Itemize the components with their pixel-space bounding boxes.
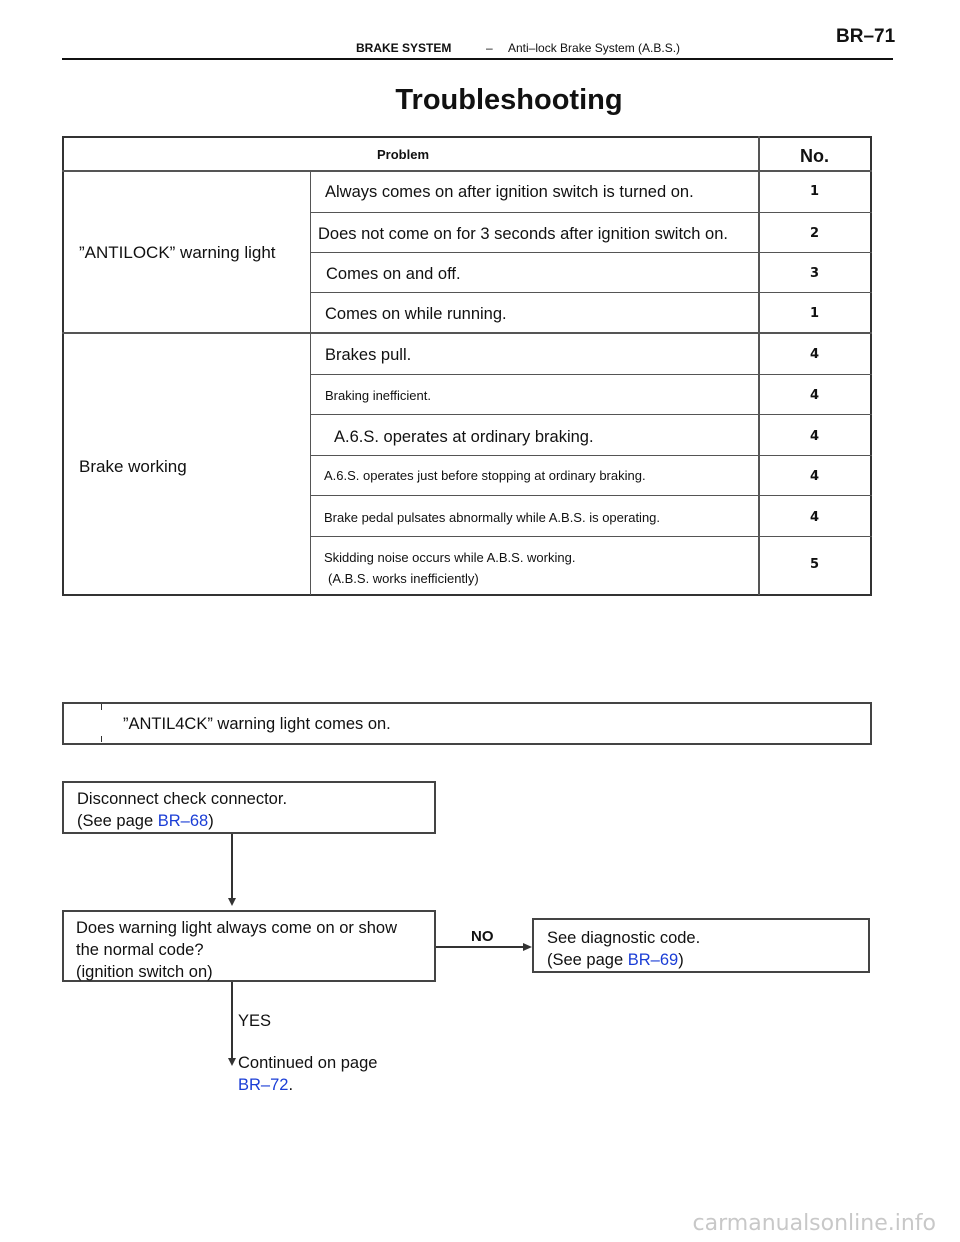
no-box-line2 <box>547 949 684 971</box>
problem-cell: Skidding noise occurs while A.B.S. working. <box>324 550 576 565</box>
no-box-see: (See page <box>547 951 628 969</box>
problem-cell: A.6.S. operates just before stopping at ordinary braking. <box>324 468 646 483</box>
link-br-69[interactable]: BR–69 <box>627 951 679 969</box>
problem-cell: Brake pedal pulsates abnormally while A.B.S. is operating. <box>324 510 661 525</box>
arrow-down-icon <box>228 898 236 906</box>
link-br-72[interactable]: BR–72 <box>238 1076 289 1094</box>
step1-line1: Disconnect check connector. <box>77 790 288 808</box>
table-group-rule <box>62 332 872 334</box>
problem-cell: Brakes pull. <box>325 346 412 364</box>
arrow-right-icon <box>523 943 532 951</box>
number-cell: 3 <box>810 266 820 281</box>
arrow-down-icon <box>228 1058 236 1066</box>
group-label-brake-working: Brake working <box>79 457 187 476</box>
problem-cell: Comes on while running. <box>325 305 507 323</box>
page-title: Troubleshooting <box>395 84 623 116</box>
number-cell: 5 <box>810 557 820 572</box>
header-dash: – <box>486 41 493 55</box>
problem-cell-line2: (A.B.S. works inefficiently) <box>328 571 479 586</box>
number-cell: 4 <box>810 469 820 484</box>
banner-tick <box>101 704 102 710</box>
column-divider <box>310 170 311 595</box>
problem-cell: A.6.S. operates at ordinary braking. <box>334 428 594 446</box>
group-label-warning-light: ”ANTILOCK” warning light <box>79 243 276 262</box>
banner-tick <box>101 736 102 742</box>
troubleshooting-table <box>62 136 872 596</box>
row-divider <box>311 455 872 456</box>
step2-line1: Does warning light always come on or show <box>76 919 397 937</box>
step1-see: (See page <box>77 812 158 830</box>
header-subsection: Anti–lock Brake System (A.B.S.) <box>508 41 681 55</box>
number-cell: 4 <box>810 429 820 444</box>
row-divider <box>311 212 872 213</box>
number-cell: 1 <box>810 184 820 199</box>
yes-label: YES <box>238 1012 272 1030</box>
row-divider <box>311 252 872 253</box>
row-divider <box>311 374 872 375</box>
no-box-close: ) <box>678 951 684 969</box>
column-header-problem: Problem <box>377 147 430 162</box>
connector-line <box>436 946 524 948</box>
header-section: BRAKE SYSTEM <box>356 41 452 55</box>
watermark: carmanualsonline.info <box>692 1211 936 1236</box>
continued-line1: Continued on page <box>238 1054 378 1072</box>
connector-line <box>231 982 233 1062</box>
flow-banner-text: ”ANTIL4CK” warning light comes on. <box>123 715 391 733</box>
row-divider <box>311 414 872 415</box>
number-cell: 2 <box>810 226 820 241</box>
header-rule <box>62 58 893 60</box>
connector-line <box>231 834 233 900</box>
step1-close: ) <box>208 812 214 830</box>
column-header-no: No. <box>800 146 829 166</box>
step2-line3: (ignition switch on) <box>76 963 213 981</box>
link-br-68[interactable]: BR–68 <box>157 812 209 830</box>
step2-line2: the normal code? <box>76 941 204 959</box>
continued-line2 <box>238 1074 293 1096</box>
no-label: NO <box>471 928 494 945</box>
number-cell: 4 <box>810 347 820 362</box>
problem-cell: Does not come on for 3 seconds after ignition switch on. <box>318 225 728 243</box>
problem-cell: Always comes on after ignition switch is turned on. <box>325 183 694 201</box>
row-divider <box>311 495 872 496</box>
step1-line2 <box>77 810 214 832</box>
row-divider <box>311 292 872 293</box>
problem-cell: Braking inefficient. <box>325 388 431 403</box>
table-header-rule <box>62 170 872 172</box>
column-divider <box>758 136 760 595</box>
number-cell: 4 <box>810 388 820 403</box>
row-divider <box>311 536 872 537</box>
problem-cell: Comes on and off. <box>326 265 461 283</box>
continued-period: . <box>288 1076 294 1094</box>
number-cell: 4 <box>810 510 820 525</box>
page-number: BR–71 <box>836 26 896 47</box>
number-cell: 1 <box>810 306 820 321</box>
no-box-line1: See diagnostic code. <box>547 929 701 947</box>
